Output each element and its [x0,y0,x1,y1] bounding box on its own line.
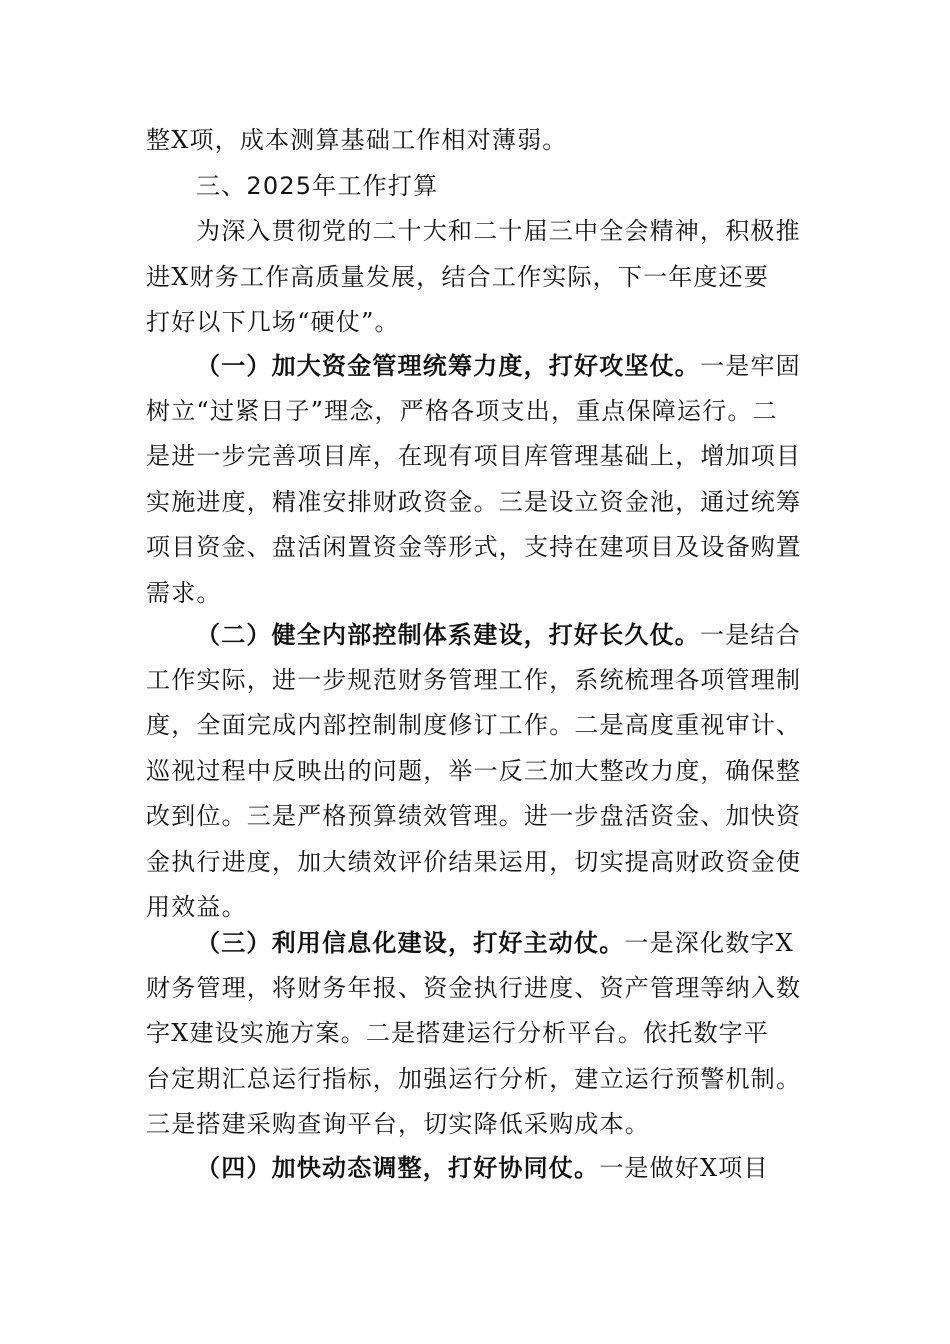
paragraph-line: 台定期汇总运行指标，加强运行分析，建立运行预警机制。 [146,1064,802,1093]
item-1-first-line-rest: 一是牢固 [700,352,801,380]
item-2-first-line-rest: 一是结合 [700,621,801,649]
paragraph-line: 打好以下几场“硬仗”。 [146,308,400,336]
paragraph-line: 进X财务工作高质量发展，结合工作实际，下一年度还要 [146,262,770,291]
paragraph-line: 工作实际，进一步规范财务管理工作，系统梳理各项管理制 [146,665,802,694]
paragraph-line: 为深入贯彻党的二十大和二十届三中全会精神，积极推 [196,217,801,245]
item-2-lead: （二）健全内部控制体系建设，打好长久仗。 [196,620,700,649]
paragraph-line: 树立“过紧日子”理念，严格各项支出，重点保障运行。二 [146,396,778,425]
paragraph-line: 需求。 [146,578,222,607]
item-1-paragraph [146,343,808,616]
paragraph-line [146,1145,808,1191]
item-4-first-line-rest: 一是做好X项目 [599,1154,769,1182]
intro-paragraph [146,209,808,346]
paragraph-line: 项目资金、盘活闲置资金等形式，支持在建项目及设备购置 [146,533,802,561]
item-1-lead: （一）加大资金管理统筹力度，打好攻坚仗。 [196,351,700,380]
paragraph-line: 改到位。三是严格预算绩效管理。进一步盘活资金、加快资 [146,802,802,830]
item-2-paragraph [146,612,808,931]
paragraph-line: 是进一步完善项目库，在现有项目库管理基础上，增加项目 [146,442,802,470]
paragraph-line: 度，全面完成内部控制制度修订工作。二是高度重视审计、 [146,711,802,739]
item-3-paragraph [146,920,808,1148]
paragraph-line: 用效益。 [146,893,247,921]
paragraph-line: 实施进度，精准安排财政资金。三是设立资金池，通过统筹 [146,487,802,516]
paragraph-line: 财务管理，将财务年报、资金执行进度、资产管理等纳入数 [146,973,802,1002]
paragraph-line: 巡视过程中反映出的问题，举一反三加大整改力度，确保整 [146,756,802,785]
paragraph-line [146,343,808,389]
paragraph-line: 字X建设实施方案。二是搭建运行分析平台。依托数字平 [146,1019,770,1047]
paragraph-line: 整X项，成本测算基础工作相对薄弱。 [146,126,568,154]
continuation-paragraph [146,118,808,164]
paragraph-line [146,612,808,658]
item-3-first-line-rest: 一是深化数字X [624,929,794,957]
paragraph-line: 金执行进度，加大绩效评价结果运用，切实提高财政资金使 [146,847,802,876]
paragraph-line [146,920,808,966]
section-heading: 三、2025年工作打算 [196,172,439,200]
item-3-lead: （三）利用信息化建设，打好主动仗。 [196,928,625,957]
item-4-paragraph [146,1145,808,1191]
section-heading-block [146,164,808,210]
item-4-lead: （四）加快动态调整，打好协同仗。 [196,1153,600,1182]
paragraph-line: 三是搭建采购查询平台，切实降低采购成本。 [146,1110,650,1138]
